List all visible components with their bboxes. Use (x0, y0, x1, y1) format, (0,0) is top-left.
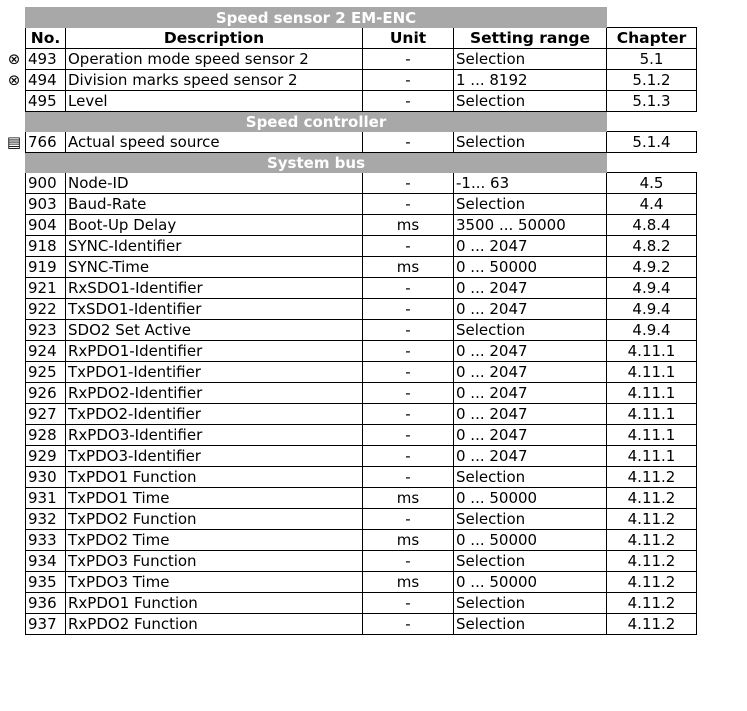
cell-no: 918 (26, 236, 66, 257)
cell-setting-range: 0 ... 2047 (454, 362, 607, 383)
cell-no: 931 (26, 488, 66, 509)
cell-chapter: 4.11.2 (607, 572, 697, 593)
cell-no: 935 (26, 572, 66, 593)
cell-description: Baud-Rate (66, 194, 363, 215)
cell-setting-range: 0 ... 2047 (454, 299, 607, 320)
table-row (26, 132, 697, 153)
cell-description: TxSDO1-Identifier (66, 299, 363, 320)
cell-description: Operation mode speed sensor 2 (66, 49, 363, 70)
table-row (26, 236, 697, 257)
table-row (26, 593, 697, 614)
cell-unit: - (363, 404, 454, 425)
cell-unit: - (363, 425, 454, 446)
cell-description: TxPDO2 Function (66, 509, 363, 530)
table-row (26, 446, 697, 467)
cell-setting-range: 0 ... 2047 (454, 278, 607, 299)
cell-no: 494 (26, 70, 66, 91)
cell-no: 922 (26, 299, 66, 320)
cell-chapter: 4.11.1 (607, 425, 697, 446)
cell-no: 493 (26, 49, 66, 70)
cell-description: TxPDO2-Identifier (66, 404, 363, 425)
column-header-no: No. (26, 28, 66, 49)
cell-chapter: 5.1.4 (607, 132, 697, 153)
cell-setting-range: Selection (454, 91, 607, 112)
table-row (26, 91, 697, 112)
column-header-unit: Unit (363, 28, 454, 49)
cell-no: 900 (26, 173, 66, 194)
cell-setting-range: 0 ... 2047 (454, 236, 607, 257)
cell-description: TxPDO1 Function (66, 467, 363, 488)
cell-chapter: 4.11.2 (607, 467, 697, 488)
table-row (26, 49, 697, 70)
cell-unit: - (363, 446, 454, 467)
table-row (26, 467, 697, 488)
cell-unit: - (363, 383, 454, 404)
cell-unit: - (363, 593, 454, 614)
cell-description: RxPDO3-Identifier (66, 425, 363, 446)
cell-description: RxPDO2 Function (66, 614, 363, 635)
crossed-circle-icon: ⊗ (7, 70, 21, 89)
cell-description: TxPDO2 Time (66, 530, 363, 551)
cell-no: 921 (26, 278, 66, 299)
cell-no: 934 (26, 551, 66, 572)
cell-no: 925 (26, 362, 66, 383)
cell-chapter: 5.1 (607, 49, 697, 70)
cell-unit: - (363, 91, 454, 112)
cell-description: Level (66, 91, 363, 112)
cell-unit: ms (363, 488, 454, 509)
cell-description: Actual speed source (66, 132, 363, 153)
crossed-circle-icon: ⊗ (7, 49, 21, 68)
cell-no: 927 (26, 404, 66, 425)
cell-no: 936 (26, 593, 66, 614)
cell-no: 495 (26, 91, 66, 112)
cell-setting-range: Selection (454, 614, 607, 635)
table-row (26, 215, 697, 236)
cell-setting-range: 0 ... 2047 (454, 383, 607, 404)
cell-setting-range: Selection (454, 320, 607, 341)
table-row (26, 173, 697, 194)
cell-chapter: 4.11.1 (607, 341, 697, 362)
column-header-description: Description (66, 28, 363, 49)
cell-unit: - (363, 551, 454, 572)
cell-unit: - (363, 467, 454, 488)
column-header-chapter: Chapter (607, 28, 697, 49)
column-header-row (26, 28, 697, 49)
cell-setting-range: 0 ... 50000 (454, 257, 607, 278)
cell-chapter: 5.1.2 (607, 70, 697, 91)
cell-no: 937 (26, 614, 66, 635)
document-icon: ▤ (6, 132, 22, 151)
cell-unit: - (363, 49, 454, 70)
section-title-speed-sensor: Speed sensor 2 EM-ENC (26, 8, 607, 28)
table-row (26, 362, 697, 383)
cell-unit: - (363, 236, 454, 257)
cell-unit: - (363, 362, 454, 383)
cell-chapter: 4.8.4 (607, 215, 697, 236)
parameter-table-body (26, 8, 697, 635)
cell-unit: - (363, 278, 454, 299)
table-row (26, 614, 697, 635)
section-header-speed-sensor (26, 8, 697, 28)
cell-no: 766 (26, 132, 66, 153)
cell-chapter: 4.11.2 (607, 551, 697, 572)
cell-no: 903 (26, 194, 66, 215)
cell-unit: ms (363, 257, 454, 278)
table-row (26, 551, 697, 572)
cell-description: TxPDO1-Identifier (66, 362, 363, 383)
section-header-system-bus (26, 153, 697, 173)
table-row (26, 425, 697, 446)
cell-chapter: 4.9.4 (607, 320, 697, 341)
table-row (26, 299, 697, 320)
cell-chapter: 4.11.2 (607, 530, 697, 551)
cell-chapter: 4.11.1 (607, 446, 697, 467)
cell-setting-range: 1 ... 8192 (454, 70, 607, 91)
cell-chapter: 4.11.2 (607, 614, 697, 635)
cell-unit: ms (363, 530, 454, 551)
cell-description: TxPDO3-Identifier (66, 446, 363, 467)
cell-no: 919 (26, 257, 66, 278)
column-header-setting-range: Setting range (454, 28, 607, 49)
section-header-speed-controller (26, 112, 697, 132)
cell-chapter: 5.1.3 (607, 91, 697, 112)
cell-setting-range: -1... 63 (454, 173, 607, 194)
table-row (26, 572, 697, 593)
table-row (26, 341, 697, 362)
cell-no: 926 (26, 383, 66, 404)
cell-description: TxPDO3 Function (66, 551, 363, 572)
cell-setting-range: 0 ... 50000 (454, 488, 607, 509)
cell-description: RxPDO2-Identifier (66, 383, 363, 404)
cell-description: RxPDO1-Identifier (66, 341, 363, 362)
cell-setting-range: 0 ... 2047 (454, 341, 607, 362)
cell-chapter: 4.9.2 (607, 257, 697, 278)
cell-no: 928 (26, 425, 66, 446)
cell-no: 929 (26, 446, 66, 467)
table-row (26, 194, 697, 215)
cell-unit: - (363, 70, 454, 91)
cell-chapter: 4.11.2 (607, 488, 697, 509)
table-row (26, 278, 697, 299)
table-row (26, 383, 697, 404)
cell-chapter: 4.11.1 (607, 404, 697, 425)
cell-setting-range: Selection (454, 593, 607, 614)
cell-setting-range: Selection (454, 194, 607, 215)
cell-no: 932 (26, 509, 66, 530)
cell-chapter: 4.11.1 (607, 362, 697, 383)
table-row (26, 488, 697, 509)
table-row (26, 70, 697, 91)
section-title-speed-controller: Speed controller (26, 112, 607, 132)
cell-setting-range: 0 ... 50000 (454, 530, 607, 551)
cell-setting-range: 0 ... 2047 (454, 425, 607, 446)
cell-unit: - (363, 132, 454, 153)
cell-unit: - (363, 341, 454, 362)
section-title-system-bus: System bus (26, 153, 607, 173)
cell-setting-range: 0 ... 50000 (454, 572, 607, 593)
cell-unit: - (363, 320, 454, 341)
cell-description: SYNC-Identifier (66, 236, 363, 257)
cell-chapter: 4.11.1 (607, 383, 697, 404)
cell-description: TxPDO3 Time (66, 572, 363, 593)
cell-chapter: 4.5 (607, 173, 697, 194)
cell-setting-range: Selection (454, 132, 607, 153)
cell-description: Node-ID (66, 173, 363, 194)
cell-description: TxPDO1 Time (66, 488, 363, 509)
cell-setting-range: 0 ... 2047 (454, 446, 607, 467)
table-row (26, 530, 697, 551)
cell-description: SYNC-Time (66, 257, 363, 278)
cell-setting-range: 3500 ... 50000 (454, 215, 607, 236)
cell-unit: ms (363, 572, 454, 593)
cell-setting-range: Selection (454, 467, 607, 488)
cell-chapter: 4.9.4 (607, 299, 697, 320)
cell-description: RxPDO1 Function (66, 593, 363, 614)
cell-unit: - (363, 173, 454, 194)
table-row (26, 257, 697, 278)
cell-chapter: 4.11.2 (607, 509, 697, 530)
cell-chapter: 4.9.4 (607, 278, 697, 299)
cell-chapter: 4.4 (607, 194, 697, 215)
cell-setting-range: Selection (454, 49, 607, 70)
cell-description: Boot-Up Delay (66, 215, 363, 236)
cell-description: RxSDO1-Identifier (66, 278, 363, 299)
cell-no: 923 (26, 320, 66, 341)
cell-unit: - (363, 614, 454, 635)
cell-unit: - (363, 299, 454, 320)
table-row (26, 320, 697, 341)
cell-no: 924 (26, 341, 66, 362)
cell-setting-range: Selection (454, 551, 607, 572)
cell-chapter: 4.8.2 (607, 236, 697, 257)
cell-unit: - (363, 194, 454, 215)
cell-unit: - (363, 509, 454, 530)
parameter-table (25, 7, 697, 635)
table-row (26, 404, 697, 425)
cell-chapter: 4.11.2 (607, 593, 697, 614)
cell-unit: ms (363, 215, 454, 236)
cell-no: 930 (26, 467, 66, 488)
cell-no: 904 (26, 215, 66, 236)
cell-no: 933 (26, 530, 66, 551)
cell-description: SDO2 Set Active (66, 320, 363, 341)
cell-description: Division marks speed sensor 2 (66, 70, 363, 91)
cell-setting-range: Selection (454, 509, 607, 530)
table-row (26, 509, 697, 530)
cell-setting-range: 0 ... 2047 (454, 404, 607, 425)
